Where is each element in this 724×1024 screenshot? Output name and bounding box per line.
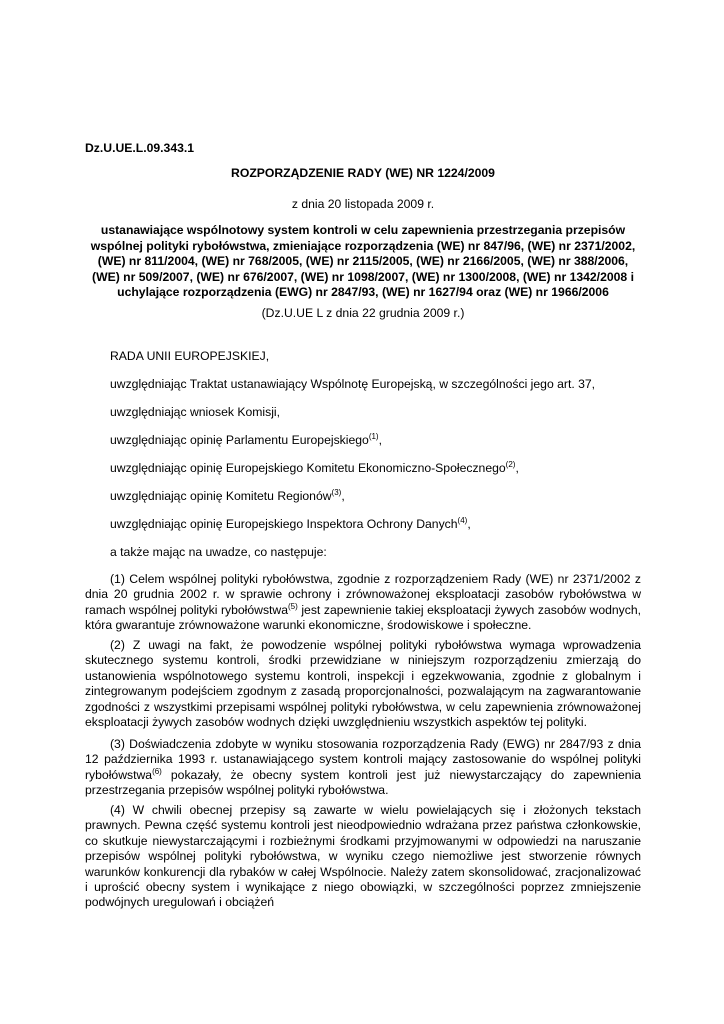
document-reference: Dz.U.UE.L.09.343.1	[85, 141, 195, 155]
footnote-ref: (6)	[152, 766, 162, 776]
preamble-regions	[110, 489, 345, 504]
punctuation: ,	[467, 517, 471, 531]
preamble-parliament-text: uwzględniając opinię Parlamentu Europejskiego	[110, 433, 369, 447]
regulation-subject: ustanawiające wspólnotowy system kontroli w celu zapewnienia przestrzegania przepisów wspólnej polityki rybołówstwa, zmieniające rozporządzenia (WE) nr 847/96, (WE) nr 2371/2002, (WE) nr 811/2004, (WE) nr 768/2005, (WE) nr 2115/2005, (WE) nr 2166/2005, (WE) nr 388/2006, (WE) nr 509/2007, (WE) nr 676/2007, (WE) nr 1098/2007, (WE) nr 1300/2008, (WE) nr 1342/2008 i uchylające rozporządzenia (EWG) nr 2847/93, (WE) nr 1627/94 oraz (WE) nr 1966/2006	[90, 223, 636, 300]
footnote-ref: (5)	[288, 601, 298, 611]
punctuation: ,	[341, 489, 345, 503]
punctuation: ,	[515, 461, 519, 475]
preamble-eesc-text: uwzględniając opinię Europejskiego Komitetu Ekonomiczno-Społecznego	[110, 461, 506, 475]
preamble-edps-text: uwzględniając opinię Europejskiego Inspektora Ochrony Danych	[110, 517, 458, 531]
recital-1	[85, 572, 641, 634]
preamble-regions-text: uwzględniając opinię Komitetu Regionów	[110, 489, 332, 503]
preamble-commission: uwzględniając wniosek Komisji,	[110, 405, 281, 419]
regulation-date: z dnia 20 listopada 2009 r.	[291, 197, 435, 211]
recital-3-text-a: (3) Doświadczenia zdobyte w wyniku stosowania rozporządzenia Rady (EWG) nr 2847/93 z dnia 12 października 1993 r. ustanawiającego system kontroli mający zastosowanie do wspólnej polityki rybołówstwa	[85, 737, 641, 782]
preamble-parliament	[110, 433, 382, 448]
footnote-ref: (2)	[505, 460, 516, 469]
recital-4: (4) W chwili obecnej przepisy są zawarte w wielu powielających się i złożonych tekstach prawnych. Pewna część systemu kontroli jest nieodpowiednio wdrażana przez państwa członkowskie, co skutkuje niewystarczającymi i rozbieżnymi środkami przyjmowanymi w odpowiedzi na naruszanie przepisów wspólnej polityki rybołówstwa, w wyniku czego niemożliwe jest stworzenie równych warunków konkurencji dla rybaków w całej Wspólnocie. Należy zatem skonsolidować, zracjonalizować i uprościć obecny system i wynikające z niego obowiązki, w szczególności poprzez zmniejszenie podwójnych uregulowań i obciążeń	[85, 803, 641, 910]
footnote-ref: (3)	[331, 488, 342, 497]
council-heading: RADA UNII EUROPEJSKIEJ,	[110, 349, 270, 363]
footnote-ref: (4)	[457, 516, 468, 525]
footnote-ref: (1)	[368, 432, 379, 441]
recital-1-text-a: (1) Celem wspólnej polityki rybołówstwa, zgodnie z rozporządzeniem Rady (WE) nr 2371/2002 z dnia 20 grudnia 2002 r. w sprawie ochrony i zrównoważonej eksploatacji zasobów rybołówstwa w ramach wspólnej polityki rybołówstwa	[85, 572, 641, 617]
recital-1-text-b: jest zapewnienie takiej eksploatacji żywych zasobów wodnych, która gwarantuje zrównoważone warunki ekonomiczne, środowiskowe i społeczne.	[85, 602, 642, 633]
preamble-eesc	[110, 461, 519, 476]
preamble-whereas: a także mając na uwadze, co następuje:	[110, 545, 327, 559]
punctuation: ,	[378, 433, 382, 447]
recital-3	[85, 737, 641, 799]
publication-note: (Dz.U.UE L z dnia 22 grudnia 2009 r.)	[261, 306, 465, 320]
recital-2: (2) Z uwagi na fakt, że powodzenie wspólnej polityki rybołówstwa wymaga wprowadzenia skutecznego systemu kontroli, środki przewidziane w niniejszym rozporządzeniu zmierzają do ustanowienia wspólnotowego systemu kontroli, inspekcji i egzekwowania, zgodnie z globalnym i zintegrowanym podejściem zgodnym z zasadą proporcjonalności, pozwalającym na zagwarantowanie zgodności z wszystkimi przepisami wspólnej polityki rybołówstwa, w celu zapewnienia zrównoważonej eksploatacji żywych zasobów wodnych dzięki uwzględnieniu wszystkich aspektów tej polityki.	[85, 638, 641, 730]
preamble-edps	[110, 517, 471, 532]
regulation-title: ROZPORZĄDZENIE RADY (WE) NR 1224/2009	[231, 166, 495, 180]
preamble-treaty: uwzględniając Traktat ustanawiający Wspólnotę Europejską, w szczególności jego art. 37,	[110, 377, 596, 391]
recital-3-text-b: pokazały, że obecny system kontroli jest już niewystarczający do zapewnienia przestrzegania przepisów wspólnej polityki rybołówstwa.	[85, 767, 641, 798]
